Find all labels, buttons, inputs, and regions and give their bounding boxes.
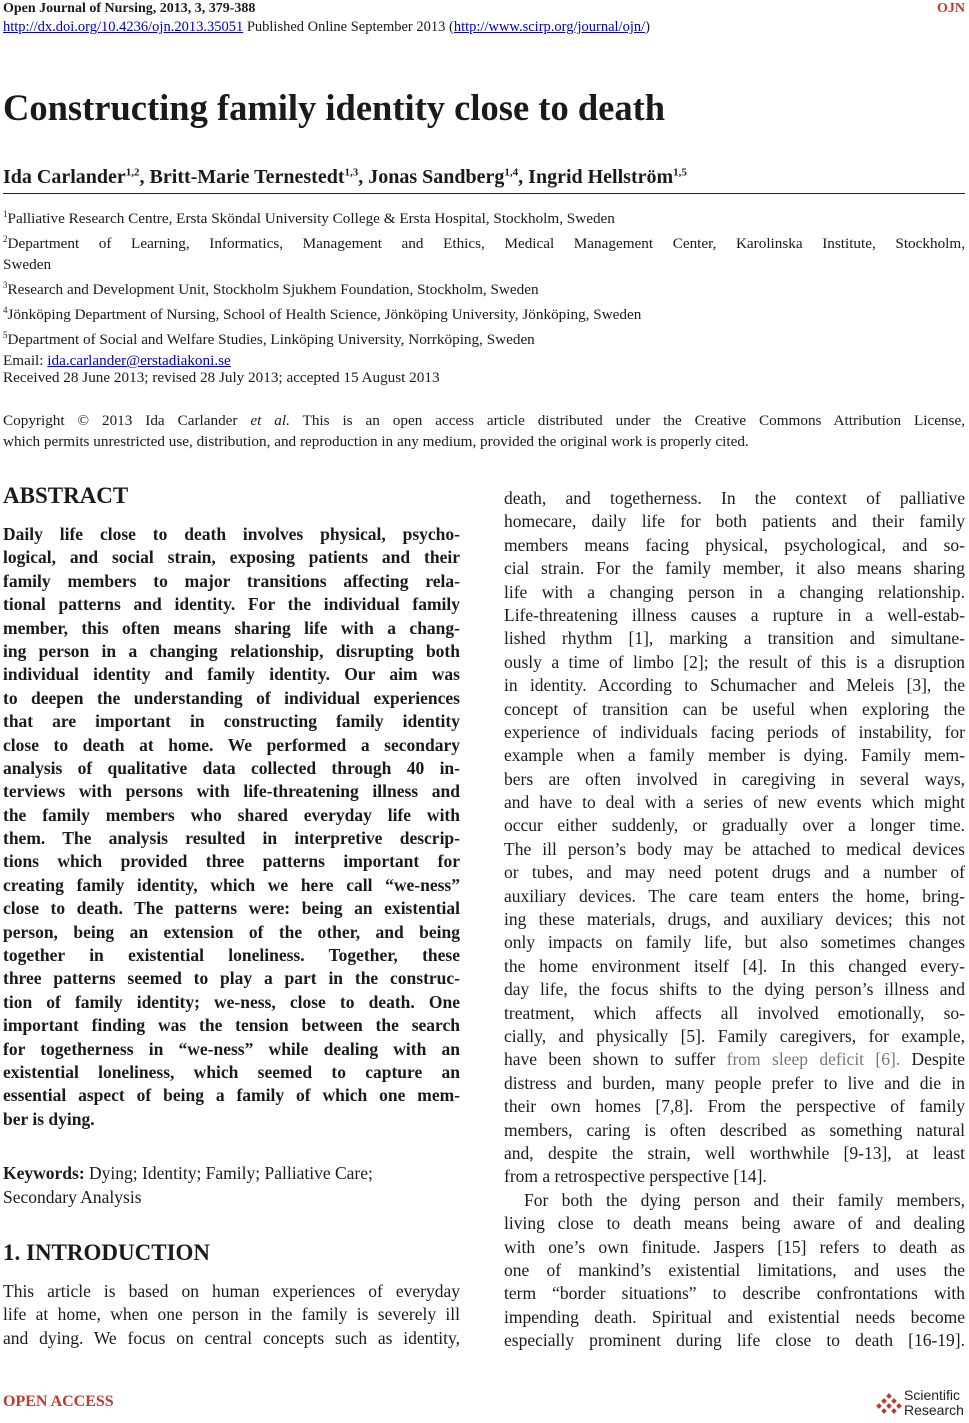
logo-line-1: Scientific	[904, 1387, 961, 1403]
text-line: the family members who shared everyday life with	[3, 804, 460, 825]
affiliation-text: Palliative Research Centre, Ersta Sköndal University College & Ersta Hospital, Stockholm, Sweden	[7, 210, 615, 228]
text-line: concept of transition can be useful when exploring the	[504, 698, 965, 719]
text-line: them. The analysis resulted in interpretive descrip-	[3, 828, 460, 849]
keywords	[3, 1161, 460, 1209]
keywords-label: Keywords:	[3, 1163, 85, 1183]
text-line: day life, the focus shifts to the dying person’s illness and	[504, 979, 965, 1000]
text-line: close to death. The patterns were: being an existential	[3, 898, 460, 919]
affiliation-item	[3, 229, 965, 254]
text-line: together in existential loneliness. Together, these	[3, 945, 460, 966]
text-line: analysis of qualitative data collected through 40 in-	[3, 757, 460, 778]
text-line: experience of individuals facing periods of instability, for	[504, 721, 965, 742]
affiliation-number: 1	[3, 209, 8, 219]
text-line: This article is based on human experiences of everyday	[3, 1281, 460, 1301]
text-line: important finding was the tension between the search	[3, 1015, 460, 1036]
text-line: bers are often involved in caregiving in several ways,	[504, 768, 965, 789]
journal-header	[3, 1, 965, 17]
affiliation-text: Research and Development Unit, Stockholm Sjukhem Foundation, Stockholm, Sweden	[7, 281, 539, 299]
right-column-body	[504, 487, 965, 1352]
abstract-body	[3, 523, 460, 1131]
text-line: occur either suddenly, or gradually over a longer time.	[504, 815, 965, 836]
text-line: in identity. According to Schumacher and Meleis [3], the	[504, 675, 965, 696]
text-line: cially, and physically [5]. Family caregivers, for example,	[504, 1025, 965, 1046]
email-label: Email:	[3, 352, 48, 370]
logo-line-2: Research	[904, 1402, 964, 1418]
text-line: close to death at home. We performed a secondary	[3, 734, 460, 755]
text-line: ing these materials, drugs, and auxiliary devices; this not	[504, 909, 965, 930]
text-line: their own homes [7,8]. From the perspective of family	[504, 1096, 965, 1117]
abstract-heading: ABSTRACT	[3, 483, 129, 508]
text-line: person, being an extension of the other, and being	[3, 921, 460, 942]
affiliation-number: 3	[3, 280, 8, 291]
author-affil-sup: 1,4	[504, 166, 519, 179]
author-affil-sup: 1,3	[344, 166, 359, 179]
author-separator: ,	[518, 166, 529, 188]
affiliation-item	[3, 325, 965, 350]
section-heading-introduction: 1. INTRODUCTION	[3, 1240, 211, 1265]
author-name: Ingrid Hellström	[528, 166, 674, 188]
copyright-notice	[3, 410, 965, 452]
journal-url-link[interactable]: http://www.scirp.org/journal/ojn/	[453, 19, 646, 35]
affiliation-text: Department of Learning, Informatics, Management and Ethics, Medical Management Center, Karolinska Institute, Stockholm,	[7, 235, 965, 253]
affiliation-item	[3, 275, 965, 300]
text-line: auxiliary devices. The care team enters the home, bring-	[504, 885, 965, 906]
copyright-post: This is an open access article distributed under the Creative Commons Attribution License,	[289, 412, 965, 429]
text-line: and have to deal with a series of new events which might	[504, 792, 965, 813]
affiliation-number: 4	[3, 305, 8, 316]
copyright-pre: Copyright © 2013 Ida Carlander	[3, 412, 251, 429]
affiliation-item	[3, 300, 965, 325]
text-line: For both the dying person and their family members,	[524, 1189, 965, 1210]
received-dates: Received 28 June 2013; revised 28 July 2013; accepted 15 August 2013	[3, 369, 440, 386]
close-paren: )	[645, 19, 650, 35]
text-span: have been shown to suffer	[504, 1049, 727, 1070]
text-line: members means facing physical, psychological, and so-	[504, 534, 965, 555]
text-line: only impacts on family life, but also sometimes changes	[504, 932, 965, 953]
text-line: lished rhythm [1], marking a transition and simultane-	[504, 628, 965, 649]
affiliation-item	[3, 204, 965, 229]
text-line: living close to death means being aware of and dealing	[504, 1213, 965, 1234]
text-line: member, this often means sharing life with a chang-	[3, 617, 460, 638]
text-line: ing person in a changing relationship, disrupting both	[3, 640, 460, 661]
text-line: life at home, when one person in the family is severely ill	[3, 1304, 460, 1325]
affiliation-text: Jönköping Department of Nursing, School of Health Science, Jönköping University, Jönköping, Sweden	[7, 306, 642, 324]
text-line: tional patterns and identity. For the individual family	[3, 594, 460, 615]
text-line: impending death. Spiritual and existential needs become	[504, 1306, 965, 1327]
keywords-text: Dying; Identity; Family; Palliative Care;	[84, 1163, 373, 1183]
text-line: death, and togetherness. In the context of palliative	[504, 488, 965, 508]
logo-text	[904, 1388, 964, 1418]
publication-line	[3, 19, 965, 36]
affiliation-number: 5	[3, 330, 8, 341]
author-affil-sup: 1,5	[673, 166, 687, 179]
text-line: to deepen the understanding of individual experiences	[3, 687, 460, 708]
scirp-logo-icon	[876, 1392, 902, 1418]
title-divider	[3, 193, 965, 194]
text-line: treatment, which affects all involved emotionally, so-	[504, 1002, 965, 1023]
author-separator: ,	[139, 166, 150, 188]
text-line: term “border situations” to describe confrontations with	[504, 1283, 965, 1304]
text-line: or tubes, and may need potent drugs and a number of	[504, 862, 965, 883]
author-affil-sup: 1,2	[125, 166, 140, 179]
text-line: example when a family member is dying. Family mem-	[504, 745, 965, 766]
text-line: one of mankind’s existential limitations, and uses the	[504, 1259, 965, 1280]
text-line: The ill person’s body may be attached to medical devices	[504, 838, 965, 859]
copyright-etal: et al.	[250, 412, 290, 429]
paragraph	[504, 1189, 965, 1353]
text-line: life with a changing person in a changing relationship.	[504, 581, 965, 602]
text-line: and, despite the strain, well worthwhile [9-13], at least	[504, 1142, 965, 1163]
text-line: for togetherness in “we-ness” while dealing with an	[3, 1038, 460, 1059]
text-line: three patterns seemed to play a part in the construc-	[3, 968, 460, 989]
scientific-research-logo[interactable]	[876, 1388, 966, 1422]
text-line: Life-threatening illness causes a rupture in a well-estab-	[504, 604, 965, 625]
text-span: Despite	[900, 1049, 966, 1070]
text-line: creating family identity, which we here call “we-ness”	[3, 874, 460, 895]
author-name: Jonas Sandberg	[368, 166, 505, 188]
affiliation-number: 2	[3, 234, 8, 245]
text-line: and dying. We focus on central concepts such as identity,	[3, 1327, 460, 1348]
text-line: cial strain. For the family member, it also means sharing	[504, 558, 965, 579]
text-line: especially prominent during life close to death [16-19].	[504, 1330, 965, 1351]
open-access-label: OPEN ACCESS	[3, 1393, 114, 1410]
text-line: ber is dying.	[3, 1108, 95, 1129]
text-line: distress and burden, many people prefer to live and die in	[504, 1072, 965, 1093]
email-link[interactable]: ida.carlander@erstadiakoni.se	[47, 352, 231, 370]
text-line: that are important in constructing family identity	[3, 711, 460, 732]
text-line: the home environment itself [4]. In this changed every-	[504, 955, 965, 976]
doi-link[interactable]: http://dx.doi.org/10.4236/ojn.2013.35051	[3, 19, 244, 35]
text-line: existential loneliness, which seemed to capture an	[3, 1061, 460, 1082]
introduction-body	[3, 1280, 460, 1350]
affiliation-item-continued: Sweden	[3, 256, 52, 274]
text-line: logical, and social strain, exposing patients and their	[3, 547, 460, 568]
author-separator: ,	[358, 166, 369, 188]
text-line: homecare, daily life for both patients and their family	[504, 511, 965, 532]
author-name: Britt-Marie Ternestedt	[149, 166, 345, 188]
text-line: essential aspect of being a family of which one mem-	[3, 1085, 460, 1106]
author-list	[3, 166, 687, 189]
affiliations	[3, 204, 965, 371]
text-line: family members to major transitions affecting rela-	[3, 570, 460, 591]
text-line: with one’s own finitude. Jaspers [15] refers to death as	[504, 1236, 965, 1257]
text-line: from a retrospective perspective [14].	[504, 1166, 767, 1187]
copyright-line-1	[3, 410, 965, 431]
text-line	[504, 1048, 965, 1071]
affiliation-text: Department of Social and Welfare Studies, Linköping University, Norrköping, Sweden	[7, 331, 535, 349]
published-text: Published Online September 2013 (	[243, 19, 454, 35]
text-line: individual identity and family identity. Our aim was	[3, 664, 460, 685]
text-line: tion of family identity; we-ness, close to death. One	[3, 991, 460, 1012]
copyright-line-2: which permits unrestricted use, distribution, and reproduction in any medium, provided the original work is properly cited.	[3, 433, 749, 450]
highlighted-text-span: from sleep deficit [6].	[726, 1049, 901, 1070]
article-title: Constructing family identity close to death	[3, 87, 666, 128]
keywords-text-continued: Secondary Analysis	[3, 1187, 142, 1207]
text-line: ously a time of limbo [2]; the result of this is a disruption	[504, 651, 965, 672]
journal-abbreviation: OJN	[937, 1, 965, 16]
text-line: tions which provided three patterns important for	[3, 851, 460, 872]
journal-citation: Open Journal of Nursing, 2013, 3, 379-388	[3, 1, 256, 16]
author-name: Ida Carlander	[3, 166, 126, 188]
text-line: members, caring is often described as something natural	[504, 1119, 965, 1140]
text-line: Daily life close to death involves physical, psycho-	[3, 524, 460, 544]
text-line: terviews with persons with life-threatening illness and	[3, 781, 460, 802]
